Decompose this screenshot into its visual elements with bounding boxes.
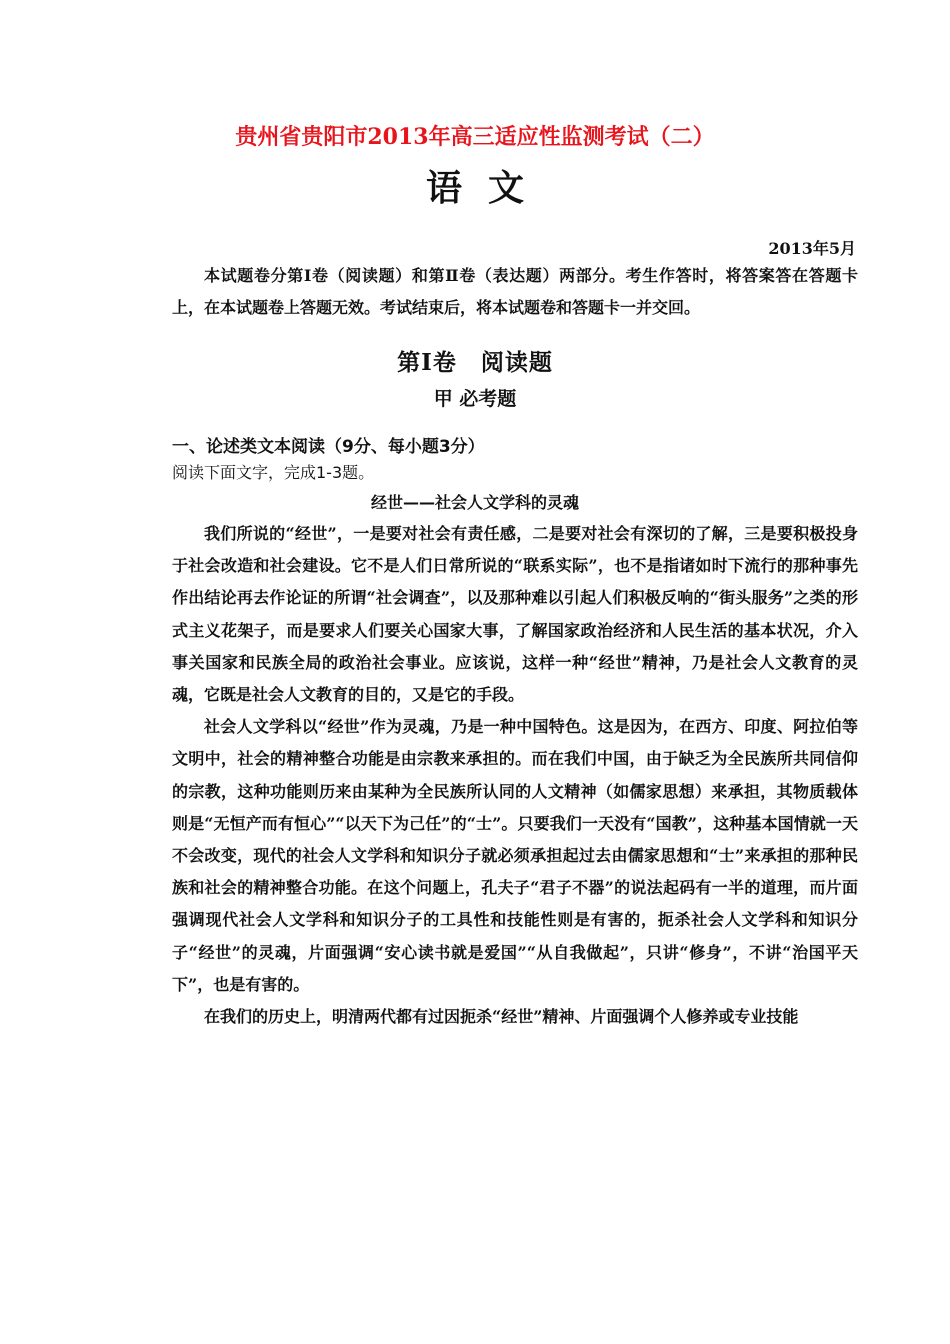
subject-title: 语文	[425, 167, 550, 209]
section-instruction: 阅读下面文字，完成1-3题。	[172, 463, 375, 482]
exam-date: 2013年5月	[768, 239, 856, 258]
exam-title: 贵州省贵阳市2013年高三适应性监测考试（二）	[235, 124, 715, 150]
volume-subtitle: 甲 必考题	[433, 388, 517, 410]
article-body	[172, 518, 858, 1033]
article-paragraph-2: 社会人文学科以“经世”作为灵魂，乃是一种中国特色。这是因为，在西方、印度、阿拉伯等文明中，社会的精神整合功能是由宗教来承担的。而在我们中国，由于缺乏为全民族所共同信仰的宗教，这种功能则历来由某种为全民族所认同的人文精神（如儒家思想）来承担，其物质载体则是“无恒产而有恒心”“以天下为己任”的“士”。只要我们一天没有“国教”，这种基本国情就一天不会改变，现代的社会人文学科和知识分子就必须承担起过去由儒家思想和“士”来承担的那种民族和社会的精神整合功能。在这个问题上，孔夫子“君子不器”的说法起码有一半的道理，而片面强调现代社会人文学科和知识分子的工具性和技能性则是有害的，扼杀社会人文学科和知识分子“经世”的灵魂，片面强调“安心读书就是爱国”“从自我做起”，只讲“修身”，不讲“治国平天下”，也是有害的。	[172, 717, 858, 994]
article-paragraph-1: 我们所说的“经世”，一是要对社会有责任感，二是要对社会有深切的了解，三是要积极投身于社会改造和社会建设。它不是人们日常所说的“联系实际”，也不是指诸如时下流行的那种事先作出结论再去作论证的所谓“社会调查”，以及那种难以引起人们积极反响的“街头服务”之类的形式主义花架子，而是要求人们要关心国家大事，了解国家政治经济和人民生活的基本状况，介入事关国家和民族全局的政治社会事业。应该说，这样一种“经世”精神，乃是社会人文教育的灵魂，它既是社会人文教育的目的，又是它的手段。	[172, 524, 858, 705]
article-title: 经世——社会人文学科的灵魂	[370, 493, 579, 512]
exam-notice: 本试题卷分第Ⅰ卷（阅读题）和第Ⅱ卷（表达题）两部分。考生作答时，将答案答在答题卡上，在本试题卷上答题无效。考试结束后，将本试题卷和答题卡一并交回。	[172, 266, 858, 317]
volume-title: 第Ⅰ卷 阅读题	[397, 349, 553, 376]
section-heading: 一、论述类文本阅读（9分、每小题3分）	[172, 437, 485, 457]
article-paragraph-3: 在我们的历史上，明清两代都有过因扼杀“经世”精神、片面强调个人修养或专业技能	[204, 1007, 799, 1027]
